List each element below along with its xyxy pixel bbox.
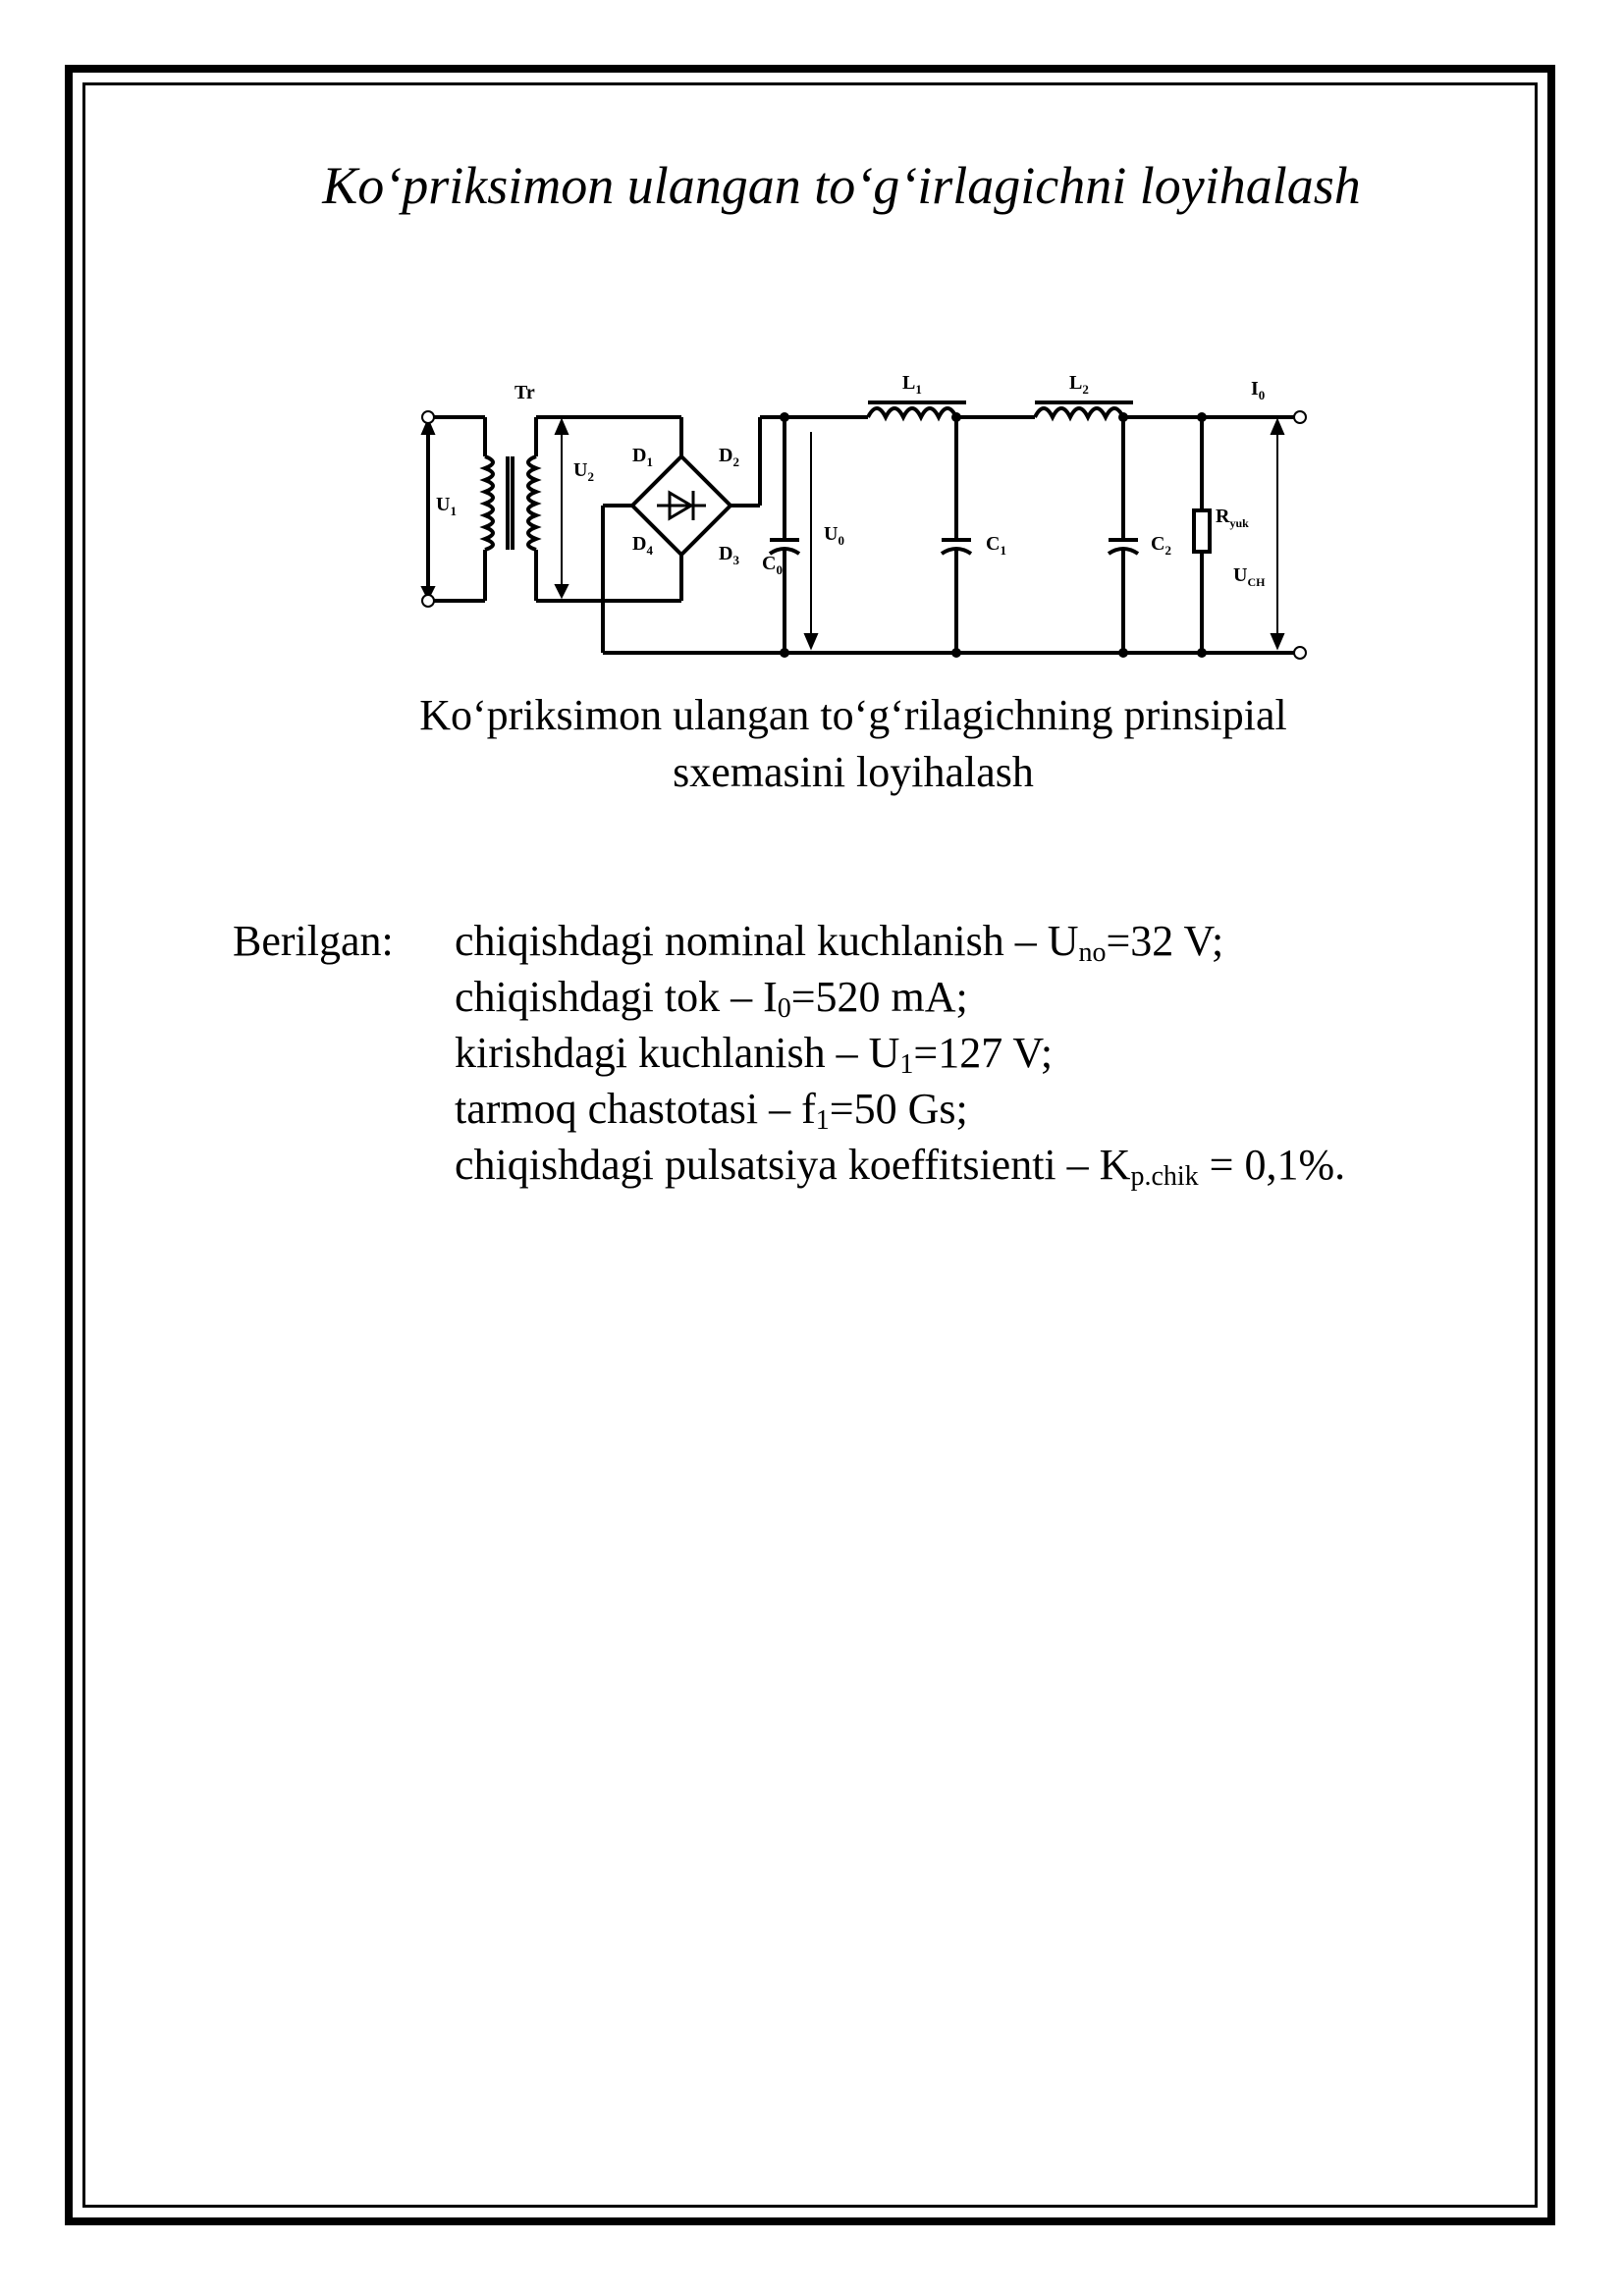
terminals [422, 411, 1306, 659]
page-title: Ko‘priksimon ulangan to‘g‘irlagichni loyihalash [322, 156, 1361, 215]
label-d2: $D_2$ [719, 445, 739, 469]
given-item-frequency: tarmoq chastotasi – $f_1=50$ Gs; [455, 1085, 968, 1136]
caption-line-2: sxemasini loyihalash [673, 748, 1034, 796]
caption-line-1: Ko‘priksimon ulangan to‘g‘rilagichning prinsipial [419, 691, 1287, 739]
given-label: Berilgan: [233, 917, 394, 965]
given-list [455, 913, 1345, 1193]
label-d1: $D_1$ [632, 445, 653, 469]
figure-caption [0, 687, 1624, 801]
label-l2: $L_2$ [1069, 372, 1089, 397]
rectifier-schematic [406, 363, 1320, 667]
schematic-labels [436, 372, 1266, 589]
label-u2: $U_2$ [573, 459, 594, 484]
diode-symbol [657, 491, 706, 520]
label-d4: $D_4$ [632, 533, 653, 558]
label-i0: $I_0$ [1251, 378, 1266, 402]
label-c1: $C_1$ [986, 533, 1006, 558]
given-item-ripple-coefficient: chiqishdagi pulsatsiya koeffitsienti – $K_{p.chik} = 0,1\%$. [455, 1141, 1346, 1192]
given-item-nominal-voltage: chiqishdagi nominal kuchlanish – $U_{no}=32$ V; [455, 917, 1224, 968]
given-item-output-current: chiqishdagi tok – $I_0=520$ mA; [455, 973, 968, 1024]
given-item-input-voltage: kirishdagi kuchlanish – $U_1=127$ V; [455, 1029, 1054, 1080]
label-tr: Tr [514, 382, 535, 403]
label-c0: $C_0$ [762, 553, 783, 577]
label-d3: $D_3$ [719, 543, 739, 567]
label-c2: $C_2$ [1151, 533, 1171, 558]
label-ryuk: $R_{yuk}$ [1216, 506, 1249, 530]
label-u1: $U_1$ [436, 494, 457, 518]
label-l1: $L_1$ [902, 372, 922, 397]
schematic-wires [428, 402, 1300, 653]
label-u0: $U_0$ [824, 523, 844, 548]
label-uout: $U_{CH}$ [1233, 564, 1266, 589]
